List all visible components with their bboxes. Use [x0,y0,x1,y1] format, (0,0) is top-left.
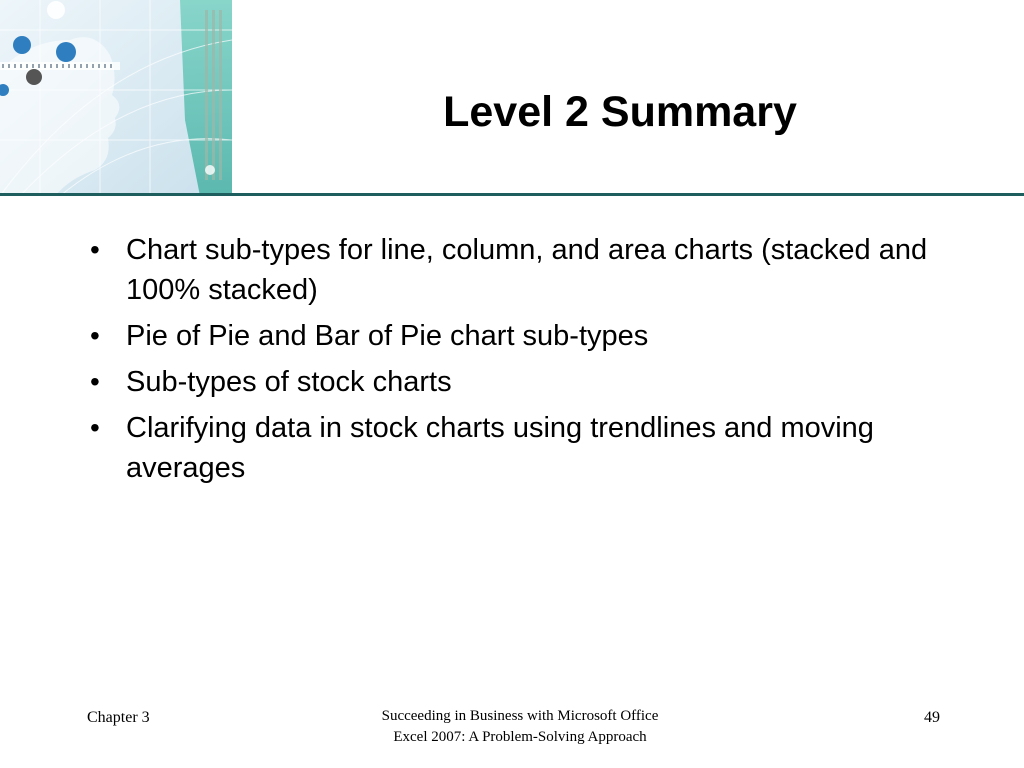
bullet-dot-icon: • [90,234,100,265]
bullet-dot-icon: • [90,412,100,443]
bullet-text: Pie of Pie and Bar of Pie chart sub-types [126,320,649,352]
bullet-text: Clarifying data in stock charts using trendlines and moving averages [126,412,874,484]
title-divider [0,193,1024,196]
bullet-item [0,230,940,310]
bullet-text: Chart sub-types for line, column, and area charts (stacked and 100% stacked) [126,234,928,306]
bullet-text: Sub-types of stock charts [126,366,452,398]
bullet-list [0,230,940,494]
bullet-dot-icon: • [90,366,100,397]
bullet-item [0,316,940,356]
footer-course-title [320,706,720,748]
footer-course-line2: Excel 2007: A Problem-Solving Approach [393,729,647,745]
footer-course-line1: Succeeding in Business with Microsoft Office [381,708,659,724]
slide-title: Level 2 Summary [443,88,797,136]
footer-page-number: 49 [924,709,940,726]
bullet-item [0,408,940,488]
bullet-item [0,362,940,402]
decorative-corner-image [0,0,232,196]
footer-chapter: Chapter 3 [87,709,150,726]
bullet-dot-icon: • [90,320,100,351]
